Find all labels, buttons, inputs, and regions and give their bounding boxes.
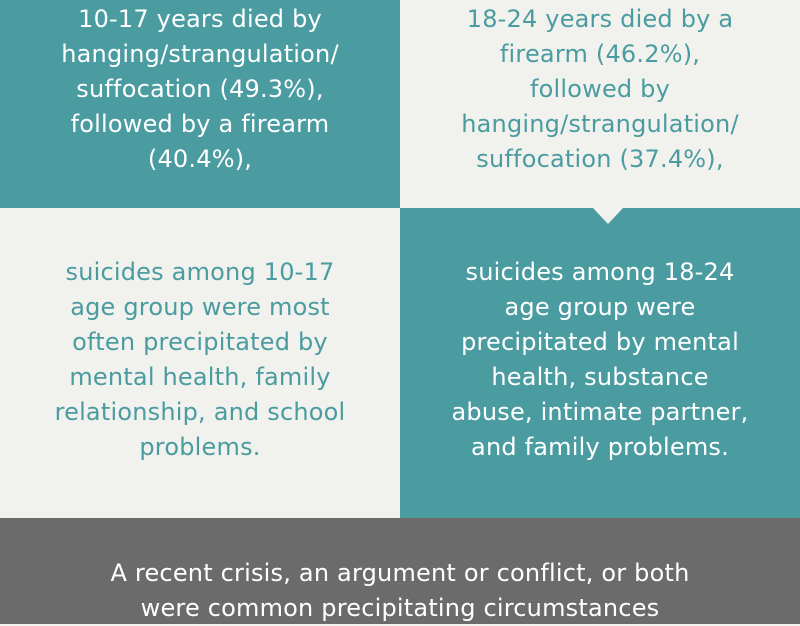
text-line: hanging/strangulation/ <box>461 110 739 138</box>
bottom-panel <box>0 518 800 624</box>
text-line: problems. <box>139 433 261 461</box>
text-line: health, substance <box>491 363 709 391</box>
text-line: and family problems. <box>471 433 729 461</box>
text-line: suicides among 18-24 <box>465 258 735 286</box>
text-line: (40.4%), <box>147 145 253 173</box>
text-line: suicides among 10-17 <box>65 258 335 286</box>
text-line: age group were most <box>70 293 330 321</box>
text-line: followed by <box>529 75 671 103</box>
top-left-text <box>58 0 342 177</box>
bottom-text <box>110 556 689 626</box>
text-line: 10-17 years died by <box>78 5 322 33</box>
top-left-panel <box>0 0 400 208</box>
top-right-pointer <box>593 208 623 224</box>
mid-left-panel <box>0 208 400 518</box>
mid-left-text <box>55 255 346 465</box>
text-line: relationship, and school <box>54 398 346 426</box>
text-line: 18-24 years died by a <box>466 5 734 33</box>
text-line: suffocation (37.4%), <box>476 145 724 173</box>
mid-right-text <box>451 255 748 465</box>
text-line: A recent crisis, an argument or conflict, or both <box>110 559 690 587</box>
text-line: followed by a firearm <box>70 110 330 138</box>
text-line: hanging/strangulation/ <box>61 40 339 68</box>
text-line: firearm (46.2%), <box>499 40 701 68</box>
text-line: were common precipitating circumstances <box>140 594 660 622</box>
mid-right-panel <box>400 208 800 518</box>
top-right-text <box>458 0 742 177</box>
top-right-panel <box>400 0 800 208</box>
text-line: age group were <box>504 293 696 321</box>
text-line: mental health, family <box>69 363 331 391</box>
text-line: abuse, intimate partner, <box>451 398 749 426</box>
text-line: precipitated by mental <box>461 328 739 356</box>
text-line: suffocation (49.3%), <box>76 75 324 103</box>
text-line: often precipitated by <box>72 328 328 356</box>
